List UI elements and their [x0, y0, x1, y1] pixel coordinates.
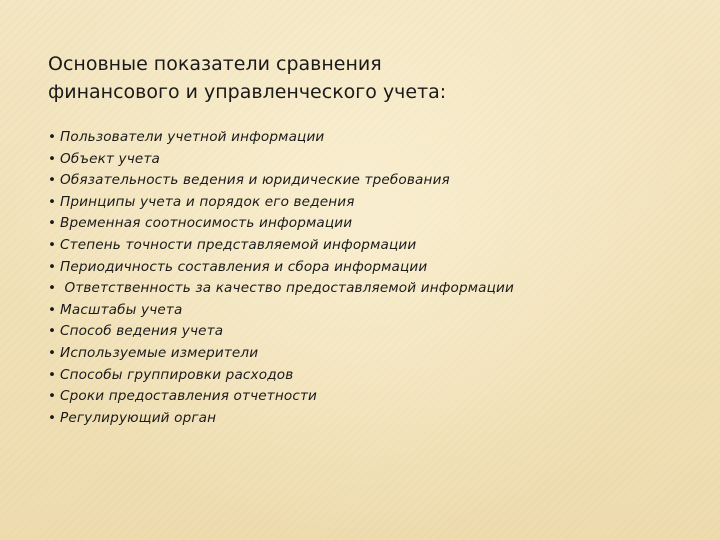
bullet-icon: • [48, 193, 57, 210]
list-item-text: Объект учета [60, 150, 160, 167]
list-item [48, 257, 688, 279]
list-item [48, 278, 688, 300]
list-item-text: Пользователи учетной информации [60, 129, 325, 145]
bullet-icon: • [48, 280, 57, 297]
list-item-text: Способы группировки расходов [60, 366, 294, 383]
bullet-list [48, 127, 688, 429]
list-item [48, 343, 688, 365]
list-item-text: Сроки предоставления отчетности [60, 388, 318, 405]
list-item [48, 408, 688, 430]
bullet-icon: • [48, 323, 57, 340]
bullet-icon: • [48, 409, 57, 426]
slide-title-line-1: Основные показатели сравнения [48, 53, 382, 75]
list-item-text: Периодичность составления и сбора информации [60, 258, 428, 275]
bullet-icon: • [48, 236, 57, 253]
bullet-icon: • [48, 215, 57, 232]
bullet-icon: • [48, 388, 57, 405]
list-item-text: Принципы учета и порядок его ведения [60, 193, 355, 210]
list-item [48, 321, 688, 343]
bullet-icon: • [48, 129, 57, 145]
list-item-text: Степень точности представляемой информации [60, 236, 417, 253]
bullet-icon: • [48, 172, 57, 189]
bullet-icon: • [48, 344, 57, 361]
list-item [48, 127, 688, 149]
bullet-icon: • [48, 258, 57, 275]
list-item [48, 235, 688, 257]
list-item-text: Временная соотносимость информации [60, 215, 353, 232]
list-item [48, 170, 688, 192]
list-item [48, 192, 688, 214]
slide-title-line-2: финансового и управленческого учета: [48, 81, 447, 103]
bullet-icon: • [48, 301, 57, 318]
bullet-icon: • [48, 366, 57, 383]
slide-title [48, 50, 668, 106]
list-item [48, 213, 688, 235]
list-item-text: Используемые измерители [60, 344, 259, 361]
list-item [48, 386, 688, 408]
bullet-icon: • [48, 150, 57, 167]
list-item-text: Ответственность за качество предоставляемой информации [60, 280, 515, 297]
list-item-text: Обязательность ведения и юридические требования [60, 172, 450, 189]
list-item [48, 149, 688, 171]
list-item-text: Масштабы учета [60, 301, 183, 318]
list-item-text: Способ ведения учета [60, 323, 224, 340]
list-item-text: Регулирующий орган [60, 409, 217, 426]
list-item [48, 300, 688, 322]
list-item [48, 365, 688, 387]
